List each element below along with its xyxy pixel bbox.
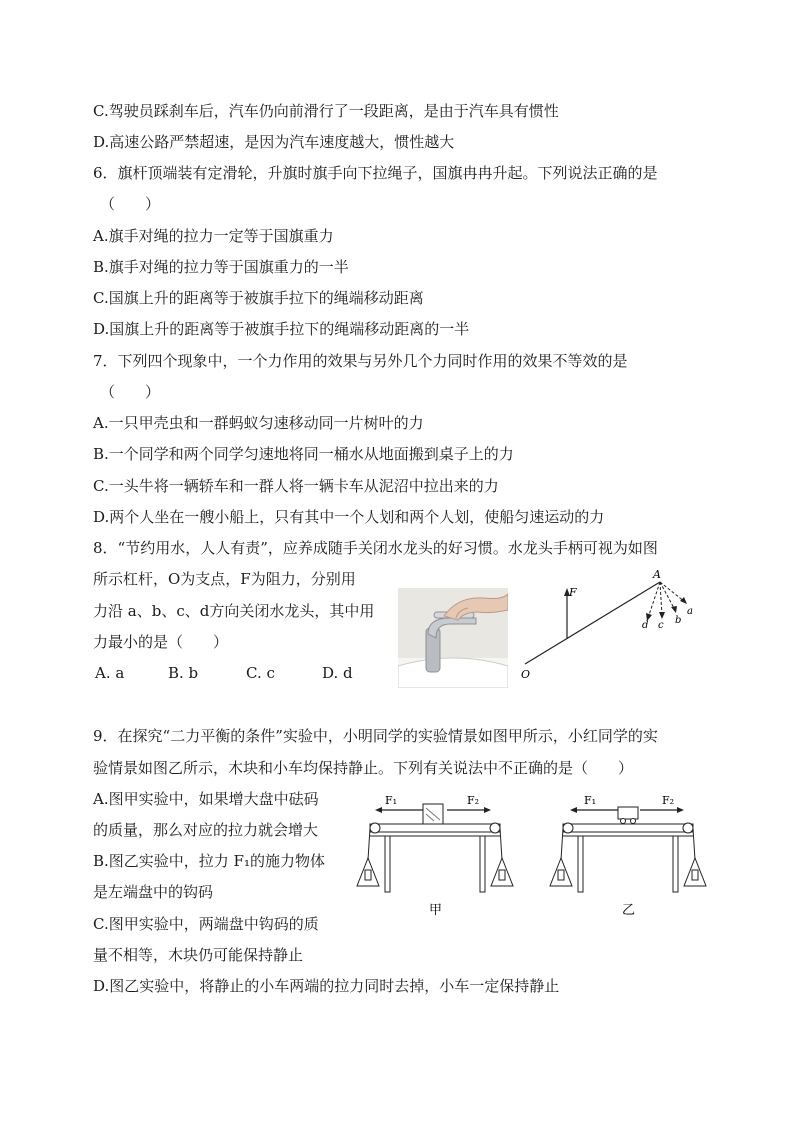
q5-option-d: D.高速公路严禁超速，是因为汽车速度越大，惯性越大 (93, 133, 455, 151)
yi-f2-label: F₂ (662, 794, 675, 807)
table-top (563, 824, 693, 832)
q6-answer-bracket: （ ） (100, 195, 161, 213)
q6-option-c: C.国旗上升的距离等于被旗手拉下的绳端移动距离 (93, 289, 424, 307)
q9-option-a-line1: A.图甲实验中，如果增大盘中砝码 (93, 790, 319, 808)
left-pulley (370, 823, 380, 833)
faucet-illustration (398, 588, 508, 688)
label-d: d (642, 620, 649, 631)
q8-stem-line3: 力沿 a、b、c、d方向关闭水龙头，其中用 (93, 602, 375, 620)
lever-diagram (515, 564, 705, 684)
q6-option-d: D.国旗上升的距离等于被旗手拉下的绳端移动距离的一半 (93, 320, 470, 338)
q7-option-b: B.一个同学和两个同学匀速地将同一桶水从地面搬到桌子上的力 (93, 445, 514, 463)
figure-jia (355, 790, 515, 920)
q9-option-d: D.图乙实验中，将静止的小车两端的拉力同时去掉，小车一定保持静止 (93, 977, 560, 995)
q8-option-c: C. c (246, 664, 275, 682)
table-top (370, 824, 500, 832)
q9-stem-line2: 验情景如图乙所示，木块和小车均保持静止。下列有关说法中不正确的是（ ） (93, 759, 634, 777)
right-pulley (490, 823, 500, 833)
q9-option-b-line2: 是左端盘中的钩码 (93, 883, 214, 901)
q5-option-c: C.驾驶员踩刹车后，汽车仍向前滑行了一段距离，是由于汽车具有惯性 (93, 102, 559, 120)
q7-stem: 7．下列四个现象中，一个力作用的效果与另外几个力同时作用的效果不等效的是 (93, 352, 628, 370)
q8-stem-line4: 力最小的是（ ） (93, 633, 229, 651)
label-f: F (569, 586, 577, 599)
q6-stem: 6．旗杆顶端装有定滑轮，升旗时旗手向下拉绳子，国旗冉冉升起。下列说法正确的是 (93, 164, 658, 182)
q6-option-b: B.旗手对绳的拉力等于国旗重力的一半 (93, 258, 349, 276)
label-a-point: A (653, 568, 661, 581)
small-cart (618, 807, 638, 819)
right-pulley (683, 823, 693, 833)
q9-option-c-line1: C.图甲实验中，两端盘中钩码的质 (93, 915, 319, 933)
q7-answer-bracket: （ ） (100, 383, 161, 401)
q8-option-a: A. a (95, 664, 125, 682)
q9-option-a-line2: 的质量，那么对应的拉力就会增大 (93, 821, 319, 839)
label-c: c (658, 620, 664, 631)
jia-f2-label: F₂ (467, 794, 480, 807)
q9-option-b-line1: B.图乙实验中，拉力 F₁的施力物体 (93, 852, 325, 870)
lever-rod (525, 582, 660, 664)
figure-yi (548, 790, 708, 920)
faucet-photo (398, 588, 508, 688)
left-pulley (563, 823, 573, 833)
q6-option-a: A.旗手对绳的拉力一定等于国旗重力 (93, 227, 334, 245)
caption-jia: 甲 (429, 903, 443, 918)
q9-option-c-line2: 量不相等，木块仍可能保持静止 (93, 946, 304, 964)
q9-stem-line1: 9．在探究“二力平衡的条件”实验中，小明同学的实验情景如图甲所示，小红同学的实 (93, 727, 658, 745)
label-b: b (675, 615, 682, 626)
q7-option-a: A.一只甲壳虫和一群蚂蚁匀速移动同一片树叶的力 (93, 414, 424, 432)
q8-stem-line2: 所示杠杆，O为支点，F为阻力，分别用 (93, 570, 356, 588)
jia-f1-label: F₁ (385, 794, 398, 807)
q8-stem-line1: 8．“节约用水，人人有责”，应养成随手关闭水龙头的好习惯。水龙头手柄可视为如图 (93, 539, 658, 557)
label-o: O (521, 668, 531, 681)
q8-option-d: D. d (322, 664, 353, 682)
q8-option-b: B. b (168, 664, 199, 682)
caption-yi: 乙 (622, 903, 636, 918)
label-a: a (687, 606, 693, 617)
q7-option-c: C.一头牛将一辆轿车和一群人将一辆卡车从泥沼中拉出来的力 (93, 477, 499, 495)
q7-option-d: D.两个人坐在一艘小船上，只有其中一个人划和两个人划，使船匀速运动的力 (93, 508, 605, 526)
force-directions (648, 582, 685, 618)
yi-f1-label: F₁ (584, 794, 597, 807)
